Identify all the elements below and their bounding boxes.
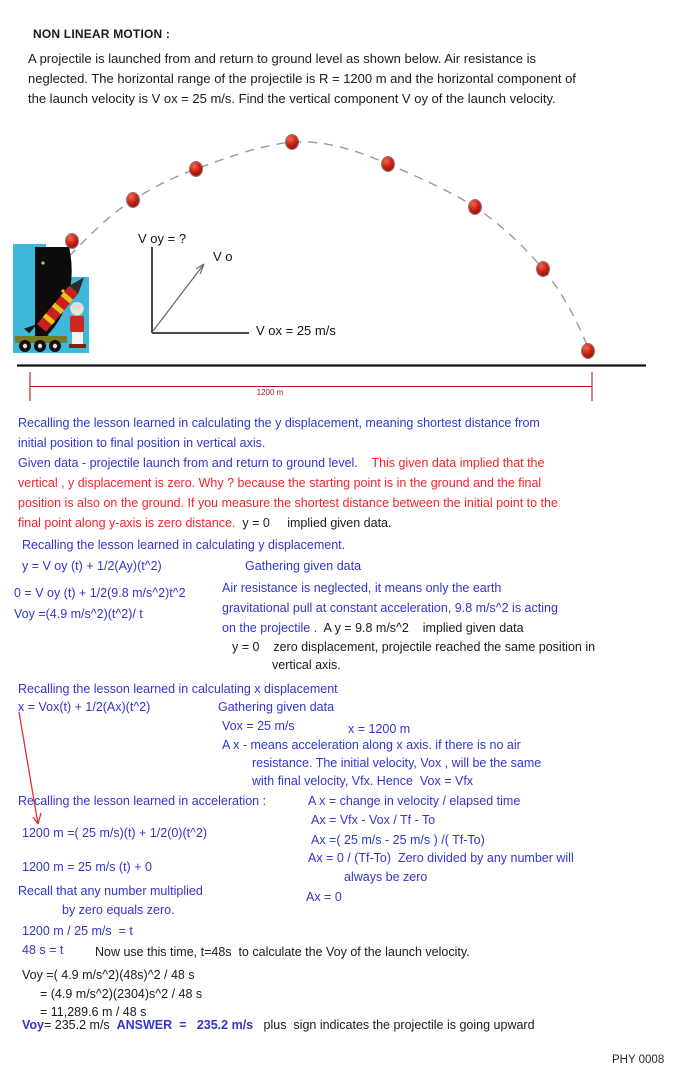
eq-y-3: Voy =(4.9 m/s^2)(t^2)/ t bbox=[14, 607, 143, 621]
vox-axis-label: V ox = 25 m/s bbox=[256, 323, 336, 338]
projectile-dot bbox=[582, 344, 594, 358]
ax-note-3: with final velocity, Vfx. Hence Vox = Vfx bbox=[252, 774, 474, 788]
ydisp-note-1: y = 0 zero displacement, projectile reached the same position in bbox=[232, 640, 596, 654]
answer-note: plus sign indicates the projectile is going upward bbox=[253, 1018, 535, 1032]
vo-vector-label: V o bbox=[213, 249, 233, 264]
air-resist-line-1: Air resistance is neglected, it means only the earth bbox=[222, 581, 502, 595]
sub-eq-2: 1200 m = 25 m/s (t) + 0 bbox=[22, 860, 152, 874]
ax-note-2: resistance. The initial velocity, Vox , will be the same bbox=[252, 756, 542, 770]
acc-eq-3: Ax = 0 / (Tf-To) Zero divided by any number will bbox=[308, 851, 574, 865]
ydisp-note-2: vertical axis. bbox=[272, 658, 341, 672]
given-red-line-3: position is also on the ground. If you measure the shortest distance between the initial point to the bbox=[18, 496, 558, 510]
voy-axis-label: V oy = ? bbox=[138, 231, 187, 246]
projectile-dot bbox=[190, 162, 202, 176]
range-dimension-label: 1200 m bbox=[256, 388, 284, 397]
gathering-data-2: Gathering given data bbox=[218, 700, 335, 714]
intro-line-2: neglected. The horizontal range of the projectile is R = 1200 m and the horizontal component of bbox=[28, 71, 576, 86]
doc-code: PHY 0008 bbox=[612, 1054, 665, 1066]
given-data-blue: Given data - projectile launch from and return to ground level. bbox=[18, 456, 358, 470]
air-resist-line-3 bbox=[222, 621, 524, 636]
time-eq-1: 1200 m / 25 m/s = t bbox=[22, 924, 133, 938]
air-resist-blue: on the projectile . bbox=[222, 621, 321, 635]
given-red-end: final point along y-axis is zero distance. bbox=[18, 516, 236, 530]
answer-voy: Voy bbox=[22, 1018, 44, 1032]
time-note: Now use this time, t=48s to calculate the Voy of the launch velocity. bbox=[95, 945, 470, 959]
ax-note-1: A x - means acceleration along x axis. if there is no air bbox=[222, 738, 521, 752]
recall-mult-2: by zero equals zero. bbox=[62, 903, 175, 917]
projectile-dot bbox=[127, 193, 139, 207]
acc-eq-5: Ax = 0 bbox=[306, 890, 342, 904]
answer-label: ANSWER = 235.2 m/s bbox=[116, 1018, 254, 1032]
given-red-line-4 bbox=[18, 516, 391, 531]
projectile-dot bbox=[537, 262, 549, 276]
acc-eq-2: Ax =( 25 m/s - 25 m/s ) /( Tf-To) bbox=[311, 833, 485, 847]
answer-line bbox=[22, 1018, 535, 1033]
given-data-red: This given data implied that the bbox=[357, 456, 545, 470]
recall-y-line-1: Recalling the lesson learned in calculating the y displacement, meaning shortest distance from bbox=[18, 416, 540, 430]
range-dimension-line bbox=[30, 372, 592, 401]
y-zero-implied: y = 0 implied given data. bbox=[235, 516, 392, 530]
page-title: NON LINEAR MOTION : bbox=[33, 27, 171, 41]
eq-y-2: 0 = V oy (t) + 1/2(9.8 m/s^2)t^2 bbox=[14, 586, 186, 600]
voy-calc-3: = 11,289.6 m / 48 s bbox=[40, 1005, 147, 1019]
recall-mult-1: Recall that any number multiplied bbox=[18, 884, 203, 898]
launcher-clipart bbox=[13, 244, 94, 353]
acc-eq-1: Ax = Vfx - Vox / Tf - To bbox=[311, 813, 436, 827]
ay-implied: A y = 9.8 m/s^2 implied given data bbox=[320, 621, 524, 635]
projectile-dot bbox=[286, 135, 298, 149]
given-red-line-2: vertical , y displacement is zero. Why ? because the starting point is in the ground and the final bbox=[18, 476, 542, 490]
voy-calc-2: = (4.9 m/s^2)(2304)s^2 / 48 s bbox=[40, 987, 203, 1001]
sub-eq-1: 1200 m =( 25 m/s)(t) + 1/2(0)(t^2) bbox=[22, 826, 208, 840]
intro-line-3: the launch velocity is V ox = 25 m/s. Find the vertical component V oy of the launch velocity. bbox=[28, 91, 556, 106]
acc-definition: A x = change in velocity / elapsed time bbox=[308, 794, 521, 808]
vox-given: Vox = 25 m/s bbox=[222, 719, 295, 733]
recall-ydisp-title: Recalling the lesson learned in calculating y displacement. bbox=[22, 538, 346, 552]
projectile-dot bbox=[382, 157, 394, 171]
x-given: x = 1200 m bbox=[348, 722, 411, 736]
recall-x-title: Recalling the lesson learned in calculating x displacement bbox=[18, 682, 338, 696]
given-data-line bbox=[18, 456, 544, 471]
projectile-dot bbox=[66, 234, 78, 248]
acc-eq-4: always be zero bbox=[344, 870, 428, 884]
gathering-data-1: Gathering given data bbox=[245, 559, 362, 573]
projectile-dot bbox=[469, 200, 481, 214]
intro-line-1: A projectile is launched from and return to ground level as shown below. Air resistance is bbox=[28, 51, 536, 66]
eq-x: x = Vox(t) + 1/2(Ax)(t^2) bbox=[18, 700, 151, 714]
recall-y-line-2: initial position to final position in vertical axis. bbox=[18, 436, 266, 450]
eq-y: y = V oy (t) + 1/2(Ay)(t^2) bbox=[22, 559, 162, 573]
recall-acc-title: Recalling the lesson learned in acceleration : bbox=[18, 794, 267, 808]
velocity-vector-axes bbox=[152, 247, 249, 333]
time-eq-2: 48 s = t bbox=[22, 943, 64, 957]
answer-value: = 235.2 m/s bbox=[44, 1018, 117, 1032]
air-resist-line-2: gravitational pull at constant acceleration, 9.8 m/s^2 is acting bbox=[222, 601, 558, 615]
voy-calc-1: Voy =( 4.9 m/s^2)(48s)^2 / 48 s bbox=[22, 968, 195, 982]
